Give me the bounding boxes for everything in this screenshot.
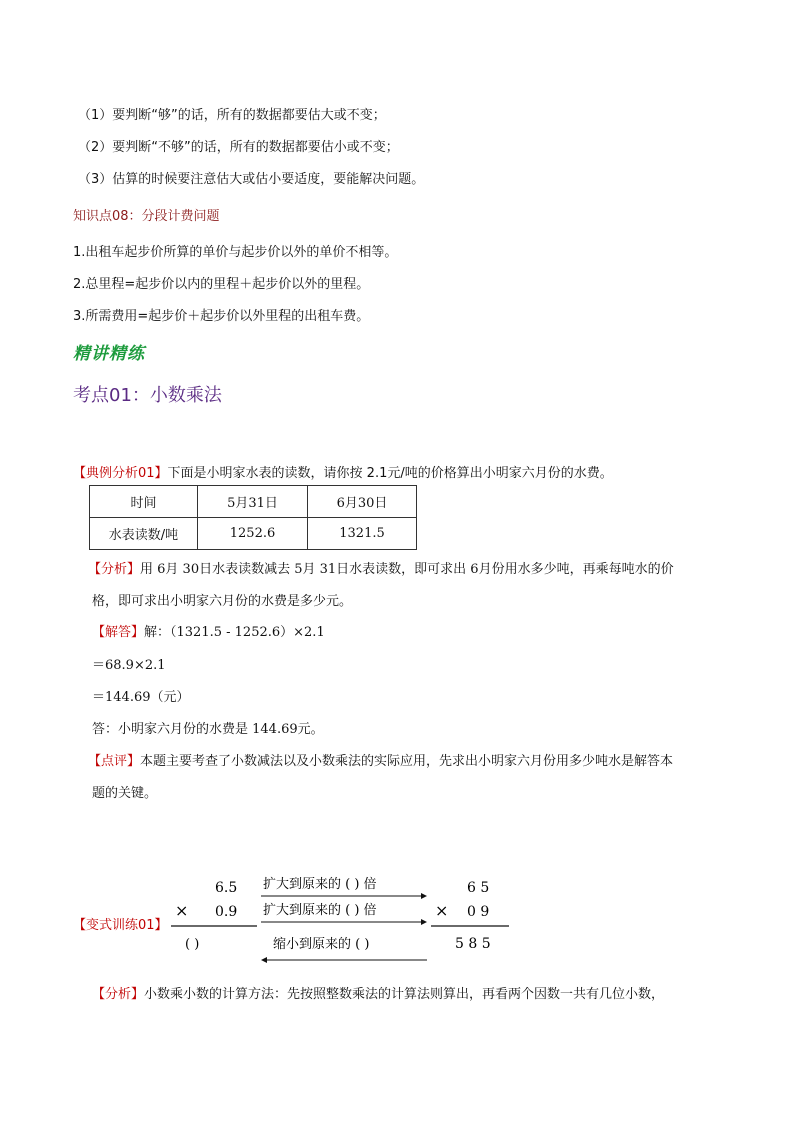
- example-answer-line-2: ＝68.9×2.1: [92, 658, 166, 673]
- right-top-factor: 6 5: [467, 880, 490, 896]
- table-row: [90, 486, 417, 518]
- arrow-2-head: [421, 919, 427, 925]
- right-times-sign: ×: [435, 901, 449, 920]
- table-header-cell: 5月31日: [198, 486, 308, 518]
- arrow-1-label: 扩大到原来的 ( ) 倍: [263, 877, 377, 892]
- left-mid-factor: 0.9: [215, 904, 238, 920]
- tip-2: （2）要判断“不够”的话，所有的数据都要估小或不变；: [78, 140, 399, 155]
- comment-text-1: 本题主要考查了小数减法以及小数乘法的实际应用，先求出小明家六月份用多少吨水是解答本: [140, 754, 674, 769]
- example-question: [73, 462, 613, 481]
- kp08-title: 知识点08：分段计费问题: [73, 209, 220, 224]
- example-analysis-line-2: 格，即可求出小明家六月份的水费是多少元。: [92, 594, 353, 609]
- example-analysis-line-1: [88, 558, 674, 577]
- exam-point-title: 考点01：小数乘法: [73, 385, 222, 406]
- table-row: [90, 518, 417, 550]
- table-row-label: 水表读数/吨: [90, 518, 198, 550]
- analysis-tag: 【分析】: [88, 562, 141, 577]
- left-top-factor: 6.5: [215, 880, 238, 896]
- answer-text-1: 解：（1321.5 - 1252.6）×2.1: [144, 625, 325, 640]
- table-cell: 1252.6: [198, 518, 308, 550]
- arrow-2-label: 扩大到原来的 ( ) 倍: [263, 903, 377, 918]
- kp08-item-3: 3.所需费用=起步价＋起步价以外里程的出租车费。: [73, 309, 370, 324]
- arrow-3-head: [261, 957, 267, 963]
- multiplication-diagram: [165, 866, 525, 972]
- analysis-text-1: 用 6月 30日水表读数减去 5月 31日水表读数，即可求出 6月份用水多少吨，再乘每吨水的价: [140, 562, 674, 577]
- example-answer-line-1: [92, 621, 325, 640]
- tip-1: （1）要判断“够”的话，所有的数据都要估大或不变；: [78, 108, 386, 123]
- comment-tag: 【点评】: [88, 754, 141, 769]
- answer-tag: 【解答】: [92, 625, 145, 640]
- example-tag: 【典例分析01】: [73, 466, 168, 481]
- variant-analysis-text: 小数乘小数的计算方法：先按照整数乘法的计算法则算出，再看两个因数一共有几位小数，: [144, 987, 665, 1002]
- arrow-1-head: [421, 893, 427, 899]
- right-mid-factor: 0 9: [467, 904, 490, 920]
- variant-tag: 【变式训练01】: [73, 918, 168, 933]
- kp08-item-2: 2.总里程=起步价以内的里程＋起步价以外的里程。: [73, 277, 370, 292]
- water-meter-table: [89, 485, 417, 550]
- tip-3: （3）估算的时候要注意估大或估小要适度，要能解决问题。: [78, 172, 425, 187]
- right-result: 5 8 5: [455, 936, 491, 952]
- example-comment-line-1: [88, 750, 673, 769]
- arrow-3-label: 缩小到原来的 ( ): [273, 937, 370, 952]
- example-answer-line-4: 答：小明家六月份的水费是 144.69元。: [92, 722, 324, 737]
- table-header-cell: 6月30日: [308, 486, 417, 518]
- example-comment-line-2: 题的关键。: [92, 786, 158, 801]
- left-result-blank: ( ): [185, 937, 200, 952]
- table-header-cell: 时间: [90, 486, 198, 518]
- variant-analysis: [92, 983, 664, 1002]
- variant-analysis-tag: 【分析】: [92, 987, 145, 1002]
- section-title: 精讲精练: [73, 344, 145, 364]
- example-question-text: 下面是小明家水表的读数，请你按 2.1元/吨的价格算出小明家六月份的水费。: [167, 466, 613, 481]
- kp08-item-1: 1.出租车起步价所算的单价与起步价以外的单价不相等。: [73, 245, 398, 260]
- left-times-sign: ×: [175, 901, 189, 920]
- example-answer-line-3: ＝144.69（元）: [92, 690, 190, 705]
- table-cell: 1321.5: [308, 518, 417, 550]
